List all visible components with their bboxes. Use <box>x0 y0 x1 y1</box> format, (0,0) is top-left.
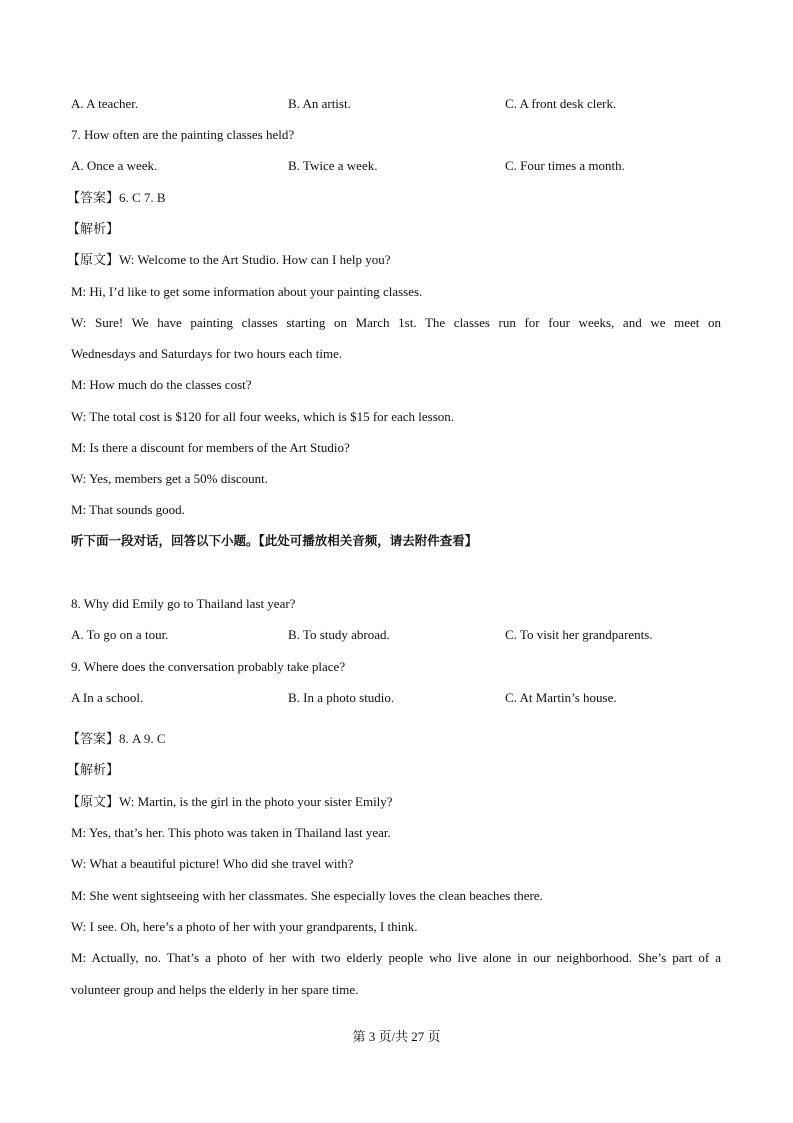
transcript-2-line: W: What a beautiful picture! Who did she travel with? <box>71 856 354 871</box>
transcript-1-line: Wednesdays and Saturdays for two hours each time. <box>71 346 343 361</box>
q8-option-b: B. To study abroad. <box>288 627 390 642</box>
transcript-1-line: M: Is there a discount for members of the Art Studio? <box>71 440 350 455</box>
q9-option-b: B. In a photo studio. <box>288 690 395 705</box>
q9-option-c: C. At Martin’s house. <box>505 690 617 705</box>
q9-question: 9. Where does the conversation probably take place? <box>71 659 346 674</box>
transcript-2-line: 【原文】W: Martin, is the girl in the photo your sister Emily? <box>67 794 393 809</box>
answer-2: 【答案】8. A 9. C <box>67 731 166 746</box>
transcript-1-line: W: Yes, members get a 50% discount. <box>71 471 269 486</box>
transcript-1-line: M: How much do the classes cost? <box>71 377 252 392</box>
q7-option-a: A. Once a week. <box>71 158 158 173</box>
q6-option-b: B. An artist. <box>288 96 351 111</box>
analysis-label-2: 【解析】 <box>67 762 120 777</box>
q8-option-c: C. To visit her grandparents. <box>505 627 653 642</box>
q7-option-b: B. Twice a week. <box>288 158 378 173</box>
q6-option-c: C. A front desk clerk. <box>505 96 617 111</box>
transcript-1-line: W: The total cost is $120 for all four weeks, which is $15 for each lesson. <box>71 409 455 424</box>
transcript-2-line: volunteer group and helps the elderly in her spare time. <box>71 982 359 997</box>
q9-option-a: A In a school. <box>71 690 144 705</box>
q8-option-a: A. To go on a tour. <box>71 627 169 642</box>
transcript-2-line: M: She went sightseeing with her classmates. She especially loves the clean beaches there. <box>71 888 543 903</box>
transcript-1-line: 【原文】W: Welcome to the Art Studio. How can I help you? <box>67 252 391 267</box>
analysis-label-1: 【解析】 <box>67 221 120 236</box>
q6-option-a: A. A teacher. <box>71 96 139 111</box>
q7-question: 7. How often are the painting classes held? <box>71 127 295 142</box>
transcript-2-line: W: I see. Oh, here’s a photo of her with your grandparents, I think. <box>71 919 418 934</box>
transcript-2-line: M: Yes, that’s her. This photo was taken in Thailand last year. <box>71 825 391 840</box>
q7-option-c: C. Four times a month. <box>505 158 625 173</box>
transcript-2-line: M: Actually, no. That’s a photo of her with two elderly people who live alone in our neighborhood. She’s part of a <box>71 950 721 965</box>
transcript-1-line: M: Hi, I’d like to get some information about your painting classes. <box>71 284 423 299</box>
transcript-1-line: W: Sure! We have painting classes starting on March 1st. The classes run for four weeks, and we meet on <box>71 315 721 330</box>
transcript-1-line: M: That sounds good. <box>71 502 185 517</box>
q8-question: 8. Why did Emily go to Thailand last year? <box>71 596 296 611</box>
answer-1: 【答案】6. C 7. B <box>67 190 166 205</box>
page-number-footer: 第 3 页/共 27 页 <box>352 1029 441 1044</box>
listening-instruction: 听下面一段对话，回答以下小题。【此处可播放相关音频，请去附件查看】 <box>71 533 478 548</box>
